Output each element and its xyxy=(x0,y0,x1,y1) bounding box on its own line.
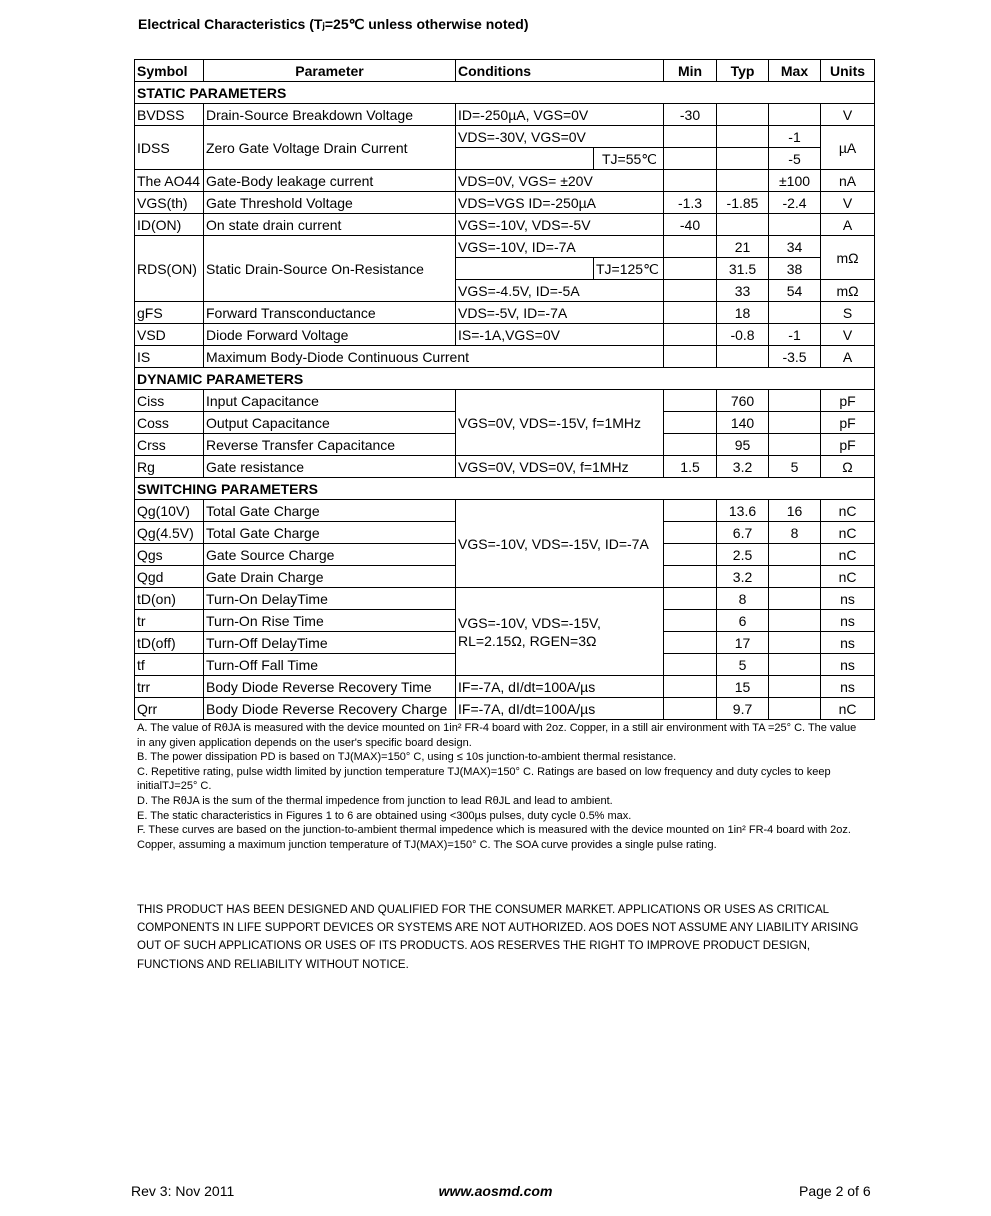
parameter-cell: Drain-Source Breakdown Voltage xyxy=(204,104,456,126)
header-parameter: Parameter xyxy=(204,60,456,82)
parameter-cell: Total Gate Charge xyxy=(204,500,456,522)
table-row xyxy=(135,456,875,478)
units-cell: pF xyxy=(821,412,875,434)
units-cell: S xyxy=(821,302,875,324)
max-cell xyxy=(769,390,821,412)
min-cell xyxy=(664,126,717,148)
note-a: A. The value of RθJA is measured with the device mounted on 1in² FR-4 board with 2oz. Copper, in a still air environment with TA =25° C. The value in any given application depends on the user's specific board design. xyxy=(137,722,857,749)
min-cell: -1.3 xyxy=(664,192,717,214)
conditions-cell: VGS=-10V, VDS=-5V xyxy=(456,214,664,236)
typ-cell: 5 xyxy=(717,654,769,676)
symbol-cell: RDS(ON) xyxy=(135,236,204,302)
parameter-cell: Input Capacitance xyxy=(204,390,456,412)
conditions-cell: VDS=-30V, VGS=0V xyxy=(456,126,664,148)
parameter-cell: Turn-Off DelayTime xyxy=(204,632,456,654)
parameter-cell: Turn-Off Fall Time xyxy=(204,654,456,676)
units-cell: mΩ xyxy=(821,280,875,302)
section-dynamic: DYNAMIC PARAMETERS xyxy=(135,368,875,390)
header-units: Units xyxy=(821,60,875,82)
units-cell: ns xyxy=(821,654,875,676)
section-row xyxy=(135,478,875,500)
symbol-cell: gFS xyxy=(135,302,204,324)
parameter-cell: Static Drain-Source On-Resistance xyxy=(204,236,456,302)
table-row xyxy=(135,104,875,126)
max-cell xyxy=(769,104,821,126)
header-max: Max xyxy=(769,60,821,82)
units-cell: A xyxy=(821,214,875,236)
parameter-cell: Zero Gate Voltage Drain Current xyxy=(204,126,456,170)
min-cell xyxy=(664,698,717,720)
section-row xyxy=(135,82,875,104)
units-cell: ns xyxy=(821,676,875,698)
typ-cell: 3.2 xyxy=(717,566,769,588)
min-cell xyxy=(664,434,717,456)
symbol-cell: BVDSS xyxy=(135,104,204,126)
units-cell: nC xyxy=(821,522,875,544)
max-cell xyxy=(769,434,821,456)
max-cell xyxy=(769,698,821,720)
min-cell xyxy=(664,588,717,610)
symbol-cell: tD(off) xyxy=(135,632,204,654)
parameter-cell: Gate resistance xyxy=(204,456,456,478)
page-title: Electrical Characteristics (Tⱼ=25℃ unless otherwise noted) xyxy=(138,16,529,32)
typ-cell: 21 xyxy=(717,236,769,258)
footer-page-number: Page 2 of 6 xyxy=(799,1183,871,1199)
max-cell: -5 xyxy=(769,148,821,170)
symbol-cell: trr xyxy=(135,676,204,698)
units-cell: Ω xyxy=(821,456,875,478)
max-cell: -3.5 xyxy=(769,346,821,368)
min-cell xyxy=(664,654,717,676)
units-cell: ns xyxy=(821,632,875,654)
max-cell xyxy=(769,412,821,434)
parameter-cell: Gate-Body leakage current xyxy=(204,170,456,192)
header-min: Min xyxy=(664,60,717,82)
table-row xyxy=(135,236,875,258)
typ-cell xyxy=(717,104,769,126)
parameter-cell: Forward Transconductance xyxy=(204,302,456,324)
typ-cell: 33 xyxy=(717,280,769,302)
symbol-cell: IDSS xyxy=(135,126,204,170)
electrical-characteristics-table xyxy=(134,59,875,720)
symbol-cell: Qrr xyxy=(135,698,204,720)
parameter-cell: Gate Drain Charge xyxy=(204,566,456,588)
table-row xyxy=(135,588,875,610)
typ-cell: -1.85 xyxy=(717,192,769,214)
table-row xyxy=(135,676,875,698)
max-cell: -1 xyxy=(769,324,821,346)
max-cell: -2.4 xyxy=(769,192,821,214)
max-cell xyxy=(769,588,821,610)
max-cell: 16 xyxy=(769,500,821,522)
units-cell: pF xyxy=(821,390,875,412)
section-row xyxy=(135,368,875,390)
table-row xyxy=(135,214,875,236)
conditions-cell: VGS=-10V, ID=-7A xyxy=(456,236,664,258)
max-cell: 8 xyxy=(769,522,821,544)
conditions-cell xyxy=(456,588,664,676)
symbol-cell: tr xyxy=(135,610,204,632)
units-cell: nA xyxy=(821,170,875,192)
units-cell: nC xyxy=(821,698,875,720)
typ-cell: 8 xyxy=(717,588,769,610)
min-cell xyxy=(664,500,717,522)
min-cell xyxy=(664,610,717,632)
parameter-cell: Body Diode Reverse Recovery Time xyxy=(204,676,456,698)
switching-condition-line2: RL=2.15Ω, RGEN=3Ω xyxy=(458,632,597,649)
parameter-cell: Diode Forward Voltage xyxy=(204,324,456,346)
symbol-cell: ID(ON) xyxy=(135,214,204,236)
symbol-cell: Rg xyxy=(135,456,204,478)
max-cell xyxy=(769,544,821,566)
conditions-cell: VDS=VGS ID=-250µA xyxy=(456,192,664,214)
parameter-cell: Turn-On Rise Time xyxy=(204,610,456,632)
units-cell: V xyxy=(821,324,875,346)
symbol-cell: Ciss xyxy=(135,390,204,412)
max-cell xyxy=(769,610,821,632)
max-cell: 54 xyxy=(769,280,821,302)
parameter-cell: Gate Threshold Voltage xyxy=(204,192,456,214)
symbol-cell: Crss xyxy=(135,434,204,456)
min-cell xyxy=(664,324,717,346)
conditions-cell: IF=-7A, dI/dt=100A/µs xyxy=(456,698,664,720)
table-row xyxy=(135,302,875,324)
units-cell: A xyxy=(821,346,875,368)
units-cell: nC xyxy=(821,566,875,588)
note-d: D. The RθJA is the sum of the thermal impedence from junction to lead RθJL and lead to ambient. xyxy=(137,794,613,807)
typ-cell: 31.5 xyxy=(717,258,769,280)
conditions-cell: VGS=-4.5V, ID=-5A xyxy=(456,280,664,302)
footnotes xyxy=(137,721,857,852)
conditions-cell xyxy=(456,258,594,280)
max-cell: 38 xyxy=(769,258,821,280)
conditions-cell: VDS=0V, VGS= ±20V xyxy=(456,170,664,192)
header-conditions: Conditions xyxy=(456,60,664,82)
units-cell: ns xyxy=(821,588,875,610)
header-symbol: Symbol xyxy=(135,60,204,82)
symbol-cell: VGS(th) xyxy=(135,192,204,214)
table-row xyxy=(135,500,875,522)
units-cell: ns xyxy=(821,610,875,632)
min-cell xyxy=(664,544,717,566)
table-header-row xyxy=(135,60,875,82)
conditions-cell: VGS=0V, VDS=-15V, f=1MHz xyxy=(456,390,664,456)
table-row xyxy=(135,126,875,148)
note-c: C. Repetitive rating, pulse width limited by junction temperature TJ(MAX)=150° C. Ratings are based on low frequency and duty cycles to keep initialTJ=25° C. xyxy=(137,765,831,793)
max-cell xyxy=(769,632,821,654)
min-cell xyxy=(664,412,717,434)
note-b: B. The power dissipation PD is based on TJ(MAX)=150° C, using ≤ 10s junction-to-ambient thermal resistance. xyxy=(137,751,677,764)
typ-cell: 9.7 xyxy=(717,698,769,720)
footer-website-link[interactable]: www.aosmd.com xyxy=(438,1183,553,1199)
min-cell xyxy=(664,390,717,412)
symbol-cell: Qg(4.5V) xyxy=(135,522,204,544)
typ-cell: 95 xyxy=(717,434,769,456)
typ-cell: 6 xyxy=(717,610,769,632)
symbol-cell: Qgs xyxy=(135,544,204,566)
max-cell: ±100 xyxy=(769,170,821,192)
section-static: STATIC PARAMETERS xyxy=(135,82,875,104)
conditions-cell: ID=-250µA, VGS=0V xyxy=(456,104,664,126)
min-cell xyxy=(664,302,717,324)
conditions-cell: IF=-7A, dI/dt=100A/µs xyxy=(456,676,664,698)
table-row xyxy=(135,698,875,720)
typ-cell: 2.5 xyxy=(717,544,769,566)
table-row xyxy=(135,346,875,368)
min-cell xyxy=(664,148,717,170)
header-typ: Typ xyxy=(717,60,769,82)
typ-cell xyxy=(717,126,769,148)
min-cell xyxy=(664,566,717,588)
max-cell xyxy=(769,566,821,588)
max-cell: -1 xyxy=(769,126,821,148)
parameter-cell: On state drain current xyxy=(204,214,456,236)
max-cell: 5 xyxy=(769,456,821,478)
max-cell xyxy=(769,676,821,698)
symbol-cell: tD(on) xyxy=(135,588,204,610)
max-cell xyxy=(769,654,821,676)
typ-cell: 17 xyxy=(717,632,769,654)
units-cell: nC xyxy=(821,500,875,522)
units-cell: pF xyxy=(821,434,875,456)
min-cell xyxy=(664,258,717,280)
min-cell xyxy=(664,170,717,192)
parameter-cell: Turn-On DelayTime xyxy=(204,588,456,610)
max-cell xyxy=(769,302,821,324)
min-cell xyxy=(664,632,717,654)
min-cell xyxy=(664,236,717,258)
conditions-cell: VGS=-10V, VDS=-15V, ID=-7A xyxy=(456,500,664,588)
footer-revision: Rev 3: Nov 2011 xyxy=(131,1183,235,1199)
conditions-cell: VDS=-5V, ID=-7A xyxy=(456,302,664,324)
typ-cell xyxy=(717,170,769,192)
min-cell: 1.5 xyxy=(664,456,717,478)
typ-cell: 18 xyxy=(717,302,769,324)
parameter-cell: Gate Source Charge xyxy=(204,544,456,566)
symbol-cell: Qgd xyxy=(135,566,204,588)
table-row xyxy=(135,390,875,412)
table-row xyxy=(135,192,875,214)
symbol-cell: Qg(10V) xyxy=(135,500,204,522)
typ-cell xyxy=(717,214,769,236)
note-f: F. These curves are based on the junction-to-ambient thermal impedence which is measured with the device mounted on 1in² FR-4 board with 2oz. Copper, assuming a maximum junction temperature of TJ(MAX)=150° C. The SOA curve provides a single pulse rating. xyxy=(137,824,851,851)
min-cell: -30 xyxy=(664,104,717,126)
units-cell: µA xyxy=(821,126,875,170)
typ-cell: -0.8 xyxy=(717,324,769,346)
typ-cell: 15 xyxy=(717,676,769,698)
units-cell: V xyxy=(821,192,875,214)
parameter-cell: Output Capacitance xyxy=(204,412,456,434)
typ-cell: 140 xyxy=(717,412,769,434)
table-row xyxy=(135,324,875,346)
min-cell xyxy=(664,280,717,302)
max-cell xyxy=(769,214,821,236)
tj-condition-cell: TJ=125℃ xyxy=(594,258,664,280)
disclaimer: THIS PRODUCT HAS BEEN DESIGNED AND QUALIFIED FOR THE CONSUMER MARKET. APPLICATIONS OR USES AS CRITICAL COMPONENTS IN LIFE SUPPORT DEVICES OR SYSTEMS ARE NOT AUTHORIZED. AOS DOES NOT ASSUME ANY LIABILITY ARISING OUT OF SUCH APPLICATIONS OR USES OF ITS PRODUCTS. AOS RESERVES THE RIGHT TO IMPROVE PRODUCT DESIGN, FUNCTIONS AND RELIABILITY WITHOUT NOTICE. xyxy=(137,904,859,971)
conditions-cell: VGS=0V, VDS=0V, f=1MHz xyxy=(456,456,664,478)
conditions-cell: IS=-1A,VGS=0V xyxy=(456,324,664,346)
table-row xyxy=(135,170,875,192)
switching-condition-line1: VGS=-10V, VDS=-15V, xyxy=(458,614,601,631)
symbol-cell: VSD xyxy=(135,324,204,346)
units-cell: mΩ xyxy=(821,236,875,280)
min-cell: -40 xyxy=(664,214,717,236)
symbol-cell: IS xyxy=(135,346,204,368)
min-cell xyxy=(664,676,717,698)
units-cell: V xyxy=(821,104,875,126)
section-switching: SWITCHING PARAMETERS xyxy=(135,478,875,500)
min-cell xyxy=(664,522,717,544)
symbol-cell: tf xyxy=(135,654,204,676)
typ-cell xyxy=(717,346,769,368)
symbol-cell: Coss xyxy=(135,412,204,434)
symbol-cell: The AO44 xyxy=(135,170,204,192)
max-cell: 34 xyxy=(769,236,821,258)
note-e: E. The static characteristics in Figures 1 to 6 are obtained using <300µs pulses, duty cycle 0.5% max. xyxy=(137,809,632,822)
parameter-cell: Reverse Transfer Capacitance xyxy=(204,434,456,456)
typ-cell: 760 xyxy=(717,390,769,412)
typ-cell xyxy=(717,148,769,170)
units-cell: nC xyxy=(821,544,875,566)
parameter-cell: Maximum Body-Diode Continuous Current xyxy=(204,346,664,368)
conditions-cell xyxy=(456,148,594,170)
typ-cell: 13.6 xyxy=(717,500,769,522)
tj-condition-cell: TJ=55℃ xyxy=(594,148,664,170)
typ-cell: 6.7 xyxy=(717,522,769,544)
min-cell xyxy=(664,346,717,368)
parameter-cell: Total Gate Charge xyxy=(204,522,456,544)
parameter-cell: Body Diode Reverse Recovery Charge xyxy=(204,698,456,720)
typ-cell: 3.2 xyxy=(717,456,769,478)
